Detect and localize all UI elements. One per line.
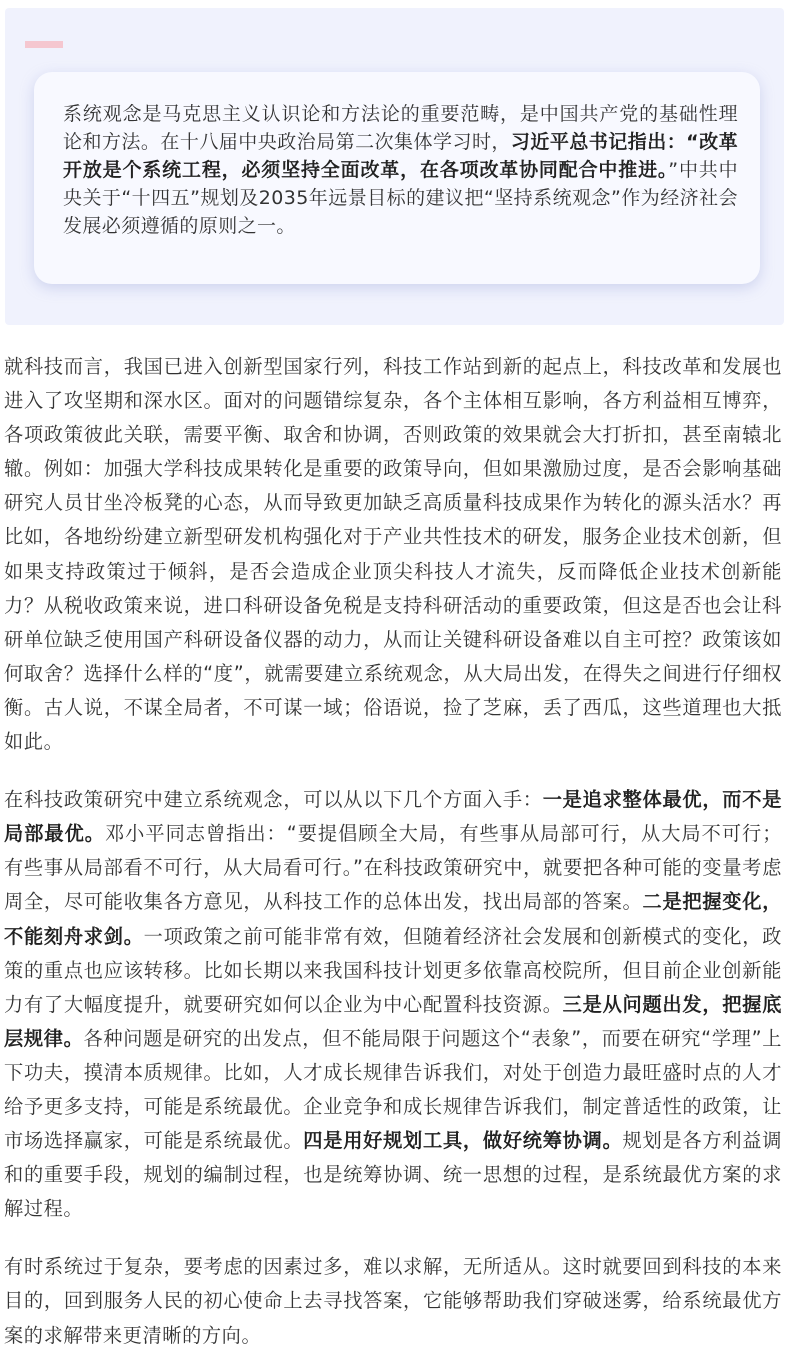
- paragraph-text: 规划是各方利益调和的重要手段，规划的编制过程，也是统筹协调、统一思想的过程，是系统最优方案的求解过程。: [4, 1129, 783, 1221]
- quote-text: [63, 100, 738, 240]
- paragraph-text: 就科技而言，我国已进入创新型国家行列，科技工作站到新的起点上，科技改革和发展也进入了攻坚期和深水区。面对的问题错综复杂，各个主体相互影响，各方利益相互博弈，各项政策彼此关联，需要平衡、取舍和协调，否则政策的效果就会大打折扣，甚至南辕北辙。例如：加强大学科技成果转化是重要的政策导向，但如果激励过度，是否会影响基础研究人员甘坐冷板凳的心态，从而导致更加缺乏高质量科技成果作为转化的源头活水？再比如，各地纷纷建立新型研发机构强化对于产业共性技术的研发，服务企业技术创新，但如果支持政策过于倾斜，是否会造成企业顶尖科技人才流失，反而降低企业技术创新能力？从税收政策来说，进口科研设备免税是支持科研活动的重要政策，但这是否也会让科研单位缺乏使用国产科研设备仪器的动力，从而让关键科研设备难以自主可控？政策该如何取舍？选择什么样的“度”，就需要建立系统观念，从大局出发，在得失之间进行仔细权衡。古人说，不谋全局者，不可谋一域；俗语说，捡了芝麻，丢了西瓜，这些道理也大抵如此。: [4, 355, 782, 754]
- point-four-heading: 四是用好规划工具，做好统筹协调。: [303, 1129, 623, 1153]
- point-three-heading: 三是从问题出发，把握底层规律。: [4, 992, 782, 1050]
- quote-panel: [5, 8, 784, 325]
- quote-text-segment: ”中共中央关于“十四五”规划及2035年远景目标的建议把“坚持系统观念”作为经济社会发展必须遵循的原则之一。: [63, 159, 739, 237]
- article-body: [4, 350, 782, 1353]
- quote-text-segment: 系统观念是马克思主义认识论和方法论的重要范畴，是中国共产党的基础性理论和方法。在十八届中央政治局第二次集体学习时，: [63, 103, 738, 153]
- accent-bar: [25, 41, 63, 48]
- paragraph-text: 各种问题是研究的出发点，但不能局限于问题这个“表象”，而要在研究“学理”上下功夫，摸清本质规律。比如，人才成长规律告诉我们，对处于创造力最旺盛时点的人才给予更多支持，可能是系统最优。企业竞争和成长规律告诉我们，制定普适性的政策，让市场选择赢家，可能是系统最优。: [4, 1026, 782, 1153]
- paragraph-tech-context: [4, 350, 782, 759]
- paragraph-text: 一项政策之前可能非常有效，但随着经济社会发展和创新模式的变化，政策的重点也应该转移。比如长期以来我国科技计划更多依靠高校院所，但目前企业创新能力有了大幅度提升，就要研究如何以企业为中心配置科技资源。: [4, 924, 782, 1016]
- quote-bold-segment: 习近平总书记指出：“改革开放是个系统工程，必须坚持全面改革，在各项改革协同配合中推进。: [63, 131, 739, 181]
- point-two-heading: 二是把握变化，不能刻舟求剑。: [4, 890, 783, 948]
- quote-card: [34, 72, 760, 284]
- paragraph-system-approach: [4, 783, 782, 1226]
- paragraph-text: 在科技政策研究中建立系统观念，可以从以下几个方面入手：: [4, 788, 543, 812]
- point-one-heading: 一是追求整体最优，而不是局部最优。: [4, 788, 783, 846]
- paragraph-conclusion: [4, 1250, 782, 1352]
- paragraph-text: 邓小平同志曾指出：“要提倡顾全大局，有些事从局部可行，从大局不可行；有些事从局部看不可行，从大局看可行。”在科技政策研究中，就要把各种可能的变量考虑周全，尽可能收集各方意见，从科技工作的总体出发，找出局部的答案。: [4, 822, 782, 914]
- paragraph-text: 有时系统过于复杂，要考虑的因素过多，难以求解，无所适从。这时就要回到科技的本来目的，回到服务人民的初心使命上去寻找答案，它能够帮助我们穿破迷雾，给系统最优方案的求解带来更清晰的方向。: [4, 1255, 782, 1347]
